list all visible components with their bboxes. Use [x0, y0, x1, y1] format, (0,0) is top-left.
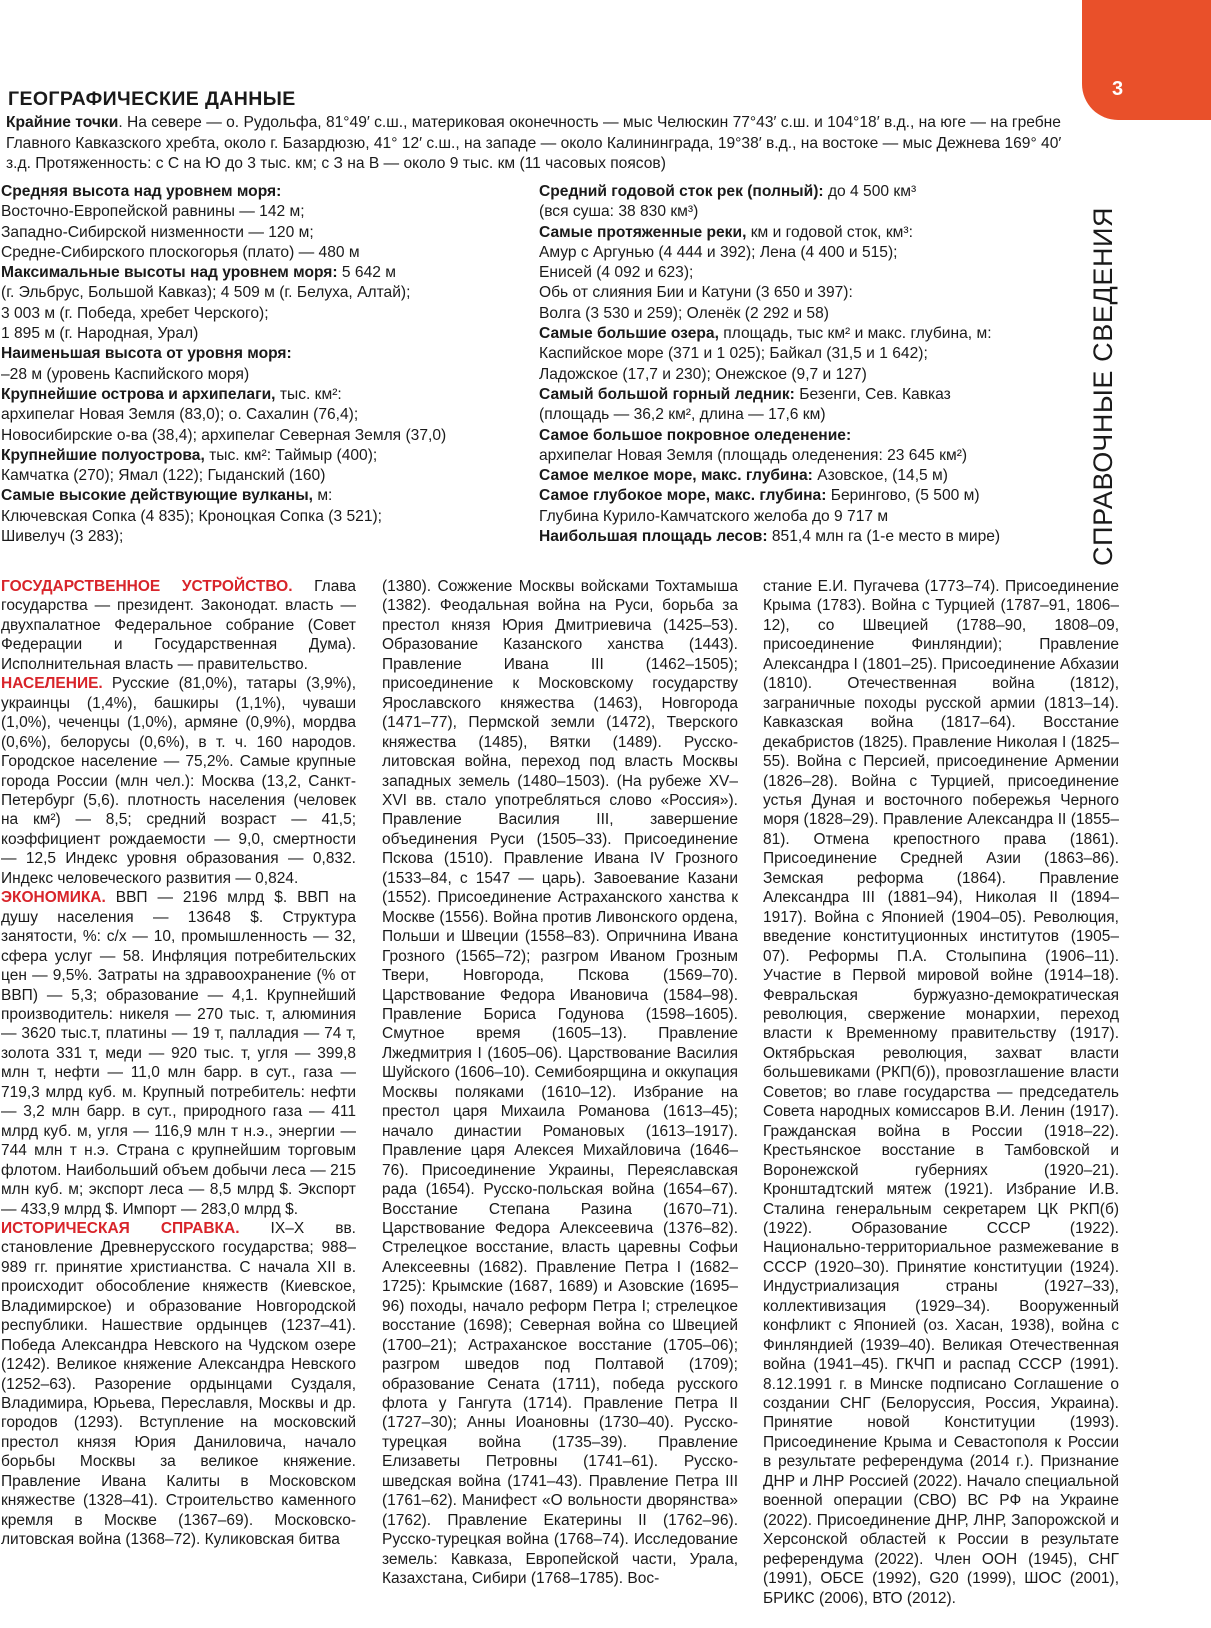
section-text-population: Русские (81,0%), татары (3,9%), украинцы (1,4%), башкиры (1,1%), чуваши (1,0%), чеченцы (1,0%), армяне (0,9%), мордва (0,6%), белорусы (0,6%), в т. ч. 160 народов. Городское население — 75,2%. Самые крупные города России (млн чел.): Москва (13,2, Санкт-Петербург (5,6). плотность населения (человек на км²) — 8,5; средний возраст — 41,5; коэффициент рождаемости — 9,0, смертности — 12,5 Индекс уровня образования — 0,832. Индекс человеческого развития — 0,824.	[1, 675, 356, 887]
fact-line	[1, 446, 511, 466]
text-column-2: (1380). Сожжение Москвы войсками Тохтамыша (1382). Феодальная война на Руси, борьба за престол князя Юрия Дмитриевича (1425–53). Образование Казанского ханства (1443). Правление Ивана III (1462–1505); присоединение к Московскому государству Ярославского княжества (1463), Новгорода (1471–77), Пермской земли (1472), Тверского княжества (1485), Вятки (1489). Русско-литовская война, переход под власть Москвы западных земель (1480–1503). (На рубеже XV–XVI вв. стало употребляться слово «Россия»). Правление Василия III, завершение объединения Руси (1505–33). Присоединение Пскова (1510). Правление Ивана IV Грозного (1533–84, с 1547 — царь). Завоевание Казани (1552). Присоединение Астраханского ханства к Москве (1556). Война против Ливонского ордена, Польши и Швеции (1558–83). Опричнина Ивана Грозного (1565–72); разгром Иваном Грозным Твери, Новгорода, Пскова (1569–70). Царствование Федора Ивановича (1584–98). Правление Бориса Годунова (1598–1605). Смутное время (1605–13). Правление Лжедмитрия I (1605–06). Царствование Василия Шуйского (1606–10). Семибоярщина и оккупация Москвы поляками (1610–12). Избрание на престол царя Михаила Романова (1613–45); начало династии Романовых (1613–1917). Правление царя Алексея Михайловича (1646–76). Присоединение Украины, Переяславская рада (1654). Русско-польская война (1654–67). Восстание Степана Разина (1670–71). Царствование Федора Алексеевича (1376–82). Стрелецкое восстание, власть царевны Софьи Алексеевны (1682). Правление Петра I (1682–1725): Крымские (1687, 1689) и Азовские (1695–96) походы, начало реформ Петра I; стрелецкое восстание (1698); Северная война со Швецией (1700–21); Астраханское восстание (1705–06); разгром шведов под Полтавой (1709); образование Сената (1711), победа русского флота у Гангута (1714). Правление Петра II (1727–30); Анны Иоановны (1730–40). Русско-турецкая война (1735–39). Правление Елизаветы Петровны (1741–61). Русско-шведская война (1741–43). Правление Петра III (1761–62). Манифест «О вольности дворянства» (1762). Правление Екатерины II (1762–96). Русско-турецкая война (1768–74). Исследование земель: Кавказа, Европейской части, Урала, Казахстана, Сибири (1768–1785). Вос-	[382, 578, 738, 1588]
fact-line	[539, 426, 1069, 446]
fact-text: тыс. км²: Таймыр (400);	[204, 446, 378, 464]
fact-line	[1, 507, 511, 527]
fact-text: Ключевская Сопка (4 835); Кроноцкая Сопка (3 521);	[1, 507, 383, 525]
fact-text: Волга (3 530 и 259); Оленёк (2 292 и 58)	[539, 304, 829, 322]
fact-text: Ладожское (17,7 и 230); Онежское (9,7 и 127)	[539, 365, 867, 383]
fact-text: Камчатка (270); Ямал (122); Гыданский (160)	[1, 467, 326, 485]
fact-text: Восточно-Европейской равнины — 142 м;	[1, 203, 305, 221]
page-number-tab	[1082, 0, 1211, 120]
fact-line	[539, 182, 1069, 202]
page-number: 3	[1112, 78, 1124, 100]
fact-line	[539, 365, 1069, 385]
fact-heading: Самое мелкое море, макс. глубина:	[539, 467, 813, 485]
fact-text: 5 642 м	[337, 264, 397, 282]
fact-line	[539, 304, 1069, 324]
fact-heading: Самое глубокое море, макс. глубина:	[539, 487, 827, 505]
fact-text: до 4 500 км³	[823, 183, 917, 200]
fact-text: Безенги, Сев. Кавказ	[794, 385, 951, 403]
fact-line	[539, 527, 1069, 547]
fact-text: Берингово, (5 500 м)	[826, 487, 980, 505]
fact-line	[539, 385, 1069, 405]
facts-left-column	[1, 182, 511, 547]
fact-heading: Наибольшая площадь лесов:	[539, 528, 768, 546]
fact-text: архипелаг Новая Земля (площадь оледенения: 23 645 км²)	[539, 446, 968, 464]
fact-text: Шивелуч (3 283);	[1, 528, 124, 546]
fact-line	[1, 486, 511, 506]
fact-text: Новосибирские о-ва (38,4); архипелаг Северная Земля (37,0)	[1, 426, 447, 444]
fact-text: Азовское, (14,5 м)	[812, 467, 948, 485]
fact-line	[1, 466, 511, 486]
fact-line	[539, 405, 1069, 425]
fact-line	[1, 405, 511, 425]
fact-line	[1, 324, 511, 344]
fact-heading: Самое большое покровное оледенение:	[539, 426, 852, 444]
fact-text: км и годовой сток, км³:	[746, 223, 913, 241]
fact-heading: Средняя высота над уровнем моря:	[1, 183, 282, 200]
fact-heading: Наименьшая высота от уровня моря:	[1, 345, 292, 363]
fact-line	[539, 223, 1069, 243]
fact-line	[1, 304, 511, 324]
fact-text: 851,4 млн га (1-е место в мире)	[767, 528, 1001, 546]
fact-line	[539, 202, 1069, 222]
fact-line	[1, 202, 511, 222]
fact-text: архипелаг Новая Земля (83,0); о. Сахалин (76,4);	[1, 406, 359, 424]
fact-heading: Самые протяженные реки,	[539, 223, 747, 241]
extreme-points-label: Крайние точки	[6, 114, 119, 131]
fact-line	[1, 365, 511, 385]
fact-text: тыс. км²:	[275, 385, 342, 403]
extreme-points-text: . На севере — о. Рудольфа, 81°49′ с.ш., материковая оконечность — мыс Челюскин 77°43′ с.ш. и 104°18′ в.д., на юге — на гребне Главного Кавказского хребта, около г. Базардюзю, 41° 12′ с.ш., на западе — около Калининграда, 19°38′ в.д., на востоке — мыс Дежнева 169° 40′ з.д. Протяженность: с С на Ю до 3 тыс. км; с З на В — около 9 тыс. км (11 часовых поясов)	[6, 114, 1062, 172]
fact-line	[1, 426, 511, 446]
fact-text: 3 003 м (г. Победа, хребет Черского);	[1, 304, 269, 322]
fact-text: (вся суша: 38 830 км³)	[539, 203, 699, 221]
fact-line	[1, 182, 511, 202]
section-heading-population: НАСЕЛЕНИЕ.	[1, 675, 103, 693]
fact-line	[539, 283, 1069, 303]
fact-line	[1, 263, 511, 283]
fact-line	[539, 507, 1069, 527]
geo-extreme-points	[6, 113, 1071, 175]
text-column-1	[1, 577, 356, 1550]
fact-line	[1, 223, 511, 243]
fact-text: Амур с Аргунью (4 444 и 392); Лена (4 400 и 515);	[539, 243, 898, 261]
fact-text: (г. Эльбрус, Большой Кавказ); 4 509 м (г. Белуха, Алтай);	[1, 284, 411, 302]
fact-text: Обь от слияния Бии и Катуни (3 650 и 397):	[539, 284, 853, 302]
fact-line	[539, 263, 1069, 283]
fact-line	[1, 243, 511, 263]
side-section-title: СПРАВОЧНЫЕ СВЕДЕНИЯ	[1088, 206, 1118, 566]
section-heading-economy: ЭКОНОМИКА.	[1, 889, 106, 907]
fact-text: Глубина Курило-Камчатского желоба до 9 717 м	[539, 507, 889, 525]
fact-text: м:	[313, 487, 333, 505]
facts-right-column	[539, 182, 1069, 547]
fact-text: –28 м (уровень Каспийского моря)	[1, 365, 250, 383]
fact-heading: Крупнейшие острова и архипелаги,	[1, 385, 276, 403]
fact-text: площадь, тыс км² и макс. глубина, м:	[718, 325, 992, 343]
fact-text: (площадь — 36,2 км², длина — 17,6 км)	[539, 406, 826, 424]
fact-heading: Самый большой горный ледник:	[539, 385, 795, 403]
fact-heading: Самые большие озера,	[539, 325, 719, 343]
fact-line	[1, 344, 511, 364]
fact-line	[539, 324, 1069, 344]
fact-text: Енисей (4 092 и 623);	[539, 264, 694, 282]
fact-heading: Самые высокие действующие вулканы,	[1, 487, 313, 505]
section-heading-government: ГОСУДАРСТВЕННОЕ УСТРОЙСТВО.	[1, 578, 293, 595]
fact-line	[539, 466, 1069, 486]
fact-text: Средне-Сибирского плоскогорья (плато) — 480 м	[1, 243, 360, 261]
fact-line	[539, 344, 1069, 364]
fact-heading: Средний годовой сток рек (полный):	[539, 183, 824, 200]
section-text-history: IX–X вв. становление Древнерусского государства; 988–989 гг. принятие христианства. С начала XII в. происходит обособление княжеств (Киевское, Владимирское) и образование Новгородской республики. Нашествие ордынцев (1237–41). Победа Александра Невского на Чудском озере (1242). Великое княжение Александра Невского (1252–63). Разорение ордынцами Суздаля, Владимира, Юрьева, Переславля, Москвы и др. городов (1293). Вступление на московский престол князя Юрия Даниловича, начало борьбы Москвы за великое княжение. Правление Ивана Калиты в Московском княжестве (1328–41). Строительство каменного кремля в Москве (1367–69). Московско-литовская война (1368–72). Куликовская битва	[1, 1219, 356, 1549]
fact-line	[539, 486, 1069, 506]
fact-line	[1, 527, 511, 547]
fact-line	[1, 283, 511, 303]
fact-line	[1, 385, 511, 405]
geo-section-title: ГЕОГРАФИЧЕСКИЕ ДАННЫЕ	[8, 88, 296, 110]
fact-text: 1 895 м (г. Народная, Урал)	[1, 325, 199, 343]
text-column-3: стание Е.И. Пугачева (1773–74). Присоединение Крыма (1783). Война с Турцией (1787–91, 1806–12), со Швецией (1788–90, 1808–09, присоединение Финляндии); Правление Александра I (1801–25). Присоединение Абхазии (1810). Отечественная война (1812), заграничные походы русской армии (1813–14). Кавказская война (1817–64). Восстание декабристов (1825). Правление Николая I (1825–55). Война с Персией, присоединение Армении (1826–28). Война с Турцией, присоединение устья Дуная и восточного побережья Черного моря (1828–29). Правление Александра II (1855–81). Отмена крепостного права (1861). Присоединение Средней Азии (1863–86). Земская реформа (1864). Правление Александра III (1881–94), Николая II (1894–1917). Война с Японией (1904–05). Революция, введение конституционных институтов (1905–07). Реформы П.А. Столыпина (1906–11). Участие в Первой мировой войне (1914–18). Февральская буржуазно-демократическая революция, свержение монархии, переход власти к Временному правительству (1917). Октябрьская революция, захват власти большевиками (РКП(б)), провозглашение власти Советов; во главе государства — председатель Совета народных комиссаров В.И. Ленин (1917). Гражданская война в России (1918–22). Крестьянское восстание в Тамбовской и Воронежской губерниях (1920–21). Кронштадтский мятеж (1921). Избрание И.В. Сталина генеральным секретарем ЦК РКП(б) (1922). Образование СССР (1922). Национально-территориальное размежевание в СССР (1920–30). Принятие конституции (1924). Индустриализация страны (1927–33), коллективизация (1929–34). Вооруженный конфликт с Японией (оз. Хасан, 1938), война с Финляндией (1939–40). Великая Отечественная война (1941–45). ГКЧП и распад СССР (1991). 8.12.1991 г. в Минске подписано Соглашение о создании СНГ (Белоруссия, Россия, Украина). Принятие новой Конституции (1993). Присоединение Крыма и Севастополя к России в результате референдума (2014 г.). Признание ДНР и ЛНР Россией (2022). Начало специальной военной операции (СВО) ВС РФ на Украине (2022). Присоединение ДНР, ЛНР, Запорожской и Херсонской областей к России в результате референдума (2022). Член ООН (1945), СНГ (1991), ОБСЕ (1992), G20 (1999), ШОС (2001), БРИКС (2006), ВТО (2012).	[763, 578, 1119, 1607]
fact-line	[539, 446, 1069, 466]
section-heading-history: ИСТОРИЧЕСКАЯ СПРАВКА.	[1, 1219, 240, 1237]
fact-heading: Крупнейшие полуострова,	[1, 446, 205, 464]
fact-text: Каспийское море (371 и 1 025); Байкал (31,5 и 1 642);	[539, 345, 928, 363]
section-text-government: Глава государства — президент. Законодат. власть — двухпалатное Федеральное собрание (Совет Федерации и Государственная Дума). Исполнительная власть — правительство.	[1, 578, 356, 673]
fact-line	[539, 243, 1069, 263]
fact-heading: Максимальные высоты над уровнем моря:	[1, 264, 338, 282]
section-text-economy: ВВП — 2196 млрд $. ВВП на душу населения — 13648 $. Структура занятости, %: с/х — 10, промышленность — 32, сфера услуг — 58. Инфляция потребительских цен — 9,5%. Затраты на здравоохранение (% от ВВП) — 5,3; образование — 4,1. Крупнейший производитель: никеля — 270 тыс. т, алюминия — 3620 тыс.т, платины — 19 т, палладия — 74 т, золота 331 т, меди — 920 тыс. т, угля — 399,8 млн т, нефти — 11,0 млн барр. в сут., газа — 719,3 млрд куб. м. Крупный потребитель: нефти — 3,2 млн барр. в сут., природного газа — 411 млрд куб. м, угля — 116,9 млн т н.э., энергии — 744 млн т н.э. Страна с крупнейшим торговым флотом. Наибольший объем добычи леса — 215 млн куб. м; экспорт леса — 8,5 млрд $. Экспорт — 433,9 млрд $. Импорт — 283,0 млрд $.	[1, 889, 356, 1218]
fact-text: Западно-Сибирской низменности — 120 м;	[1, 223, 314, 241]
